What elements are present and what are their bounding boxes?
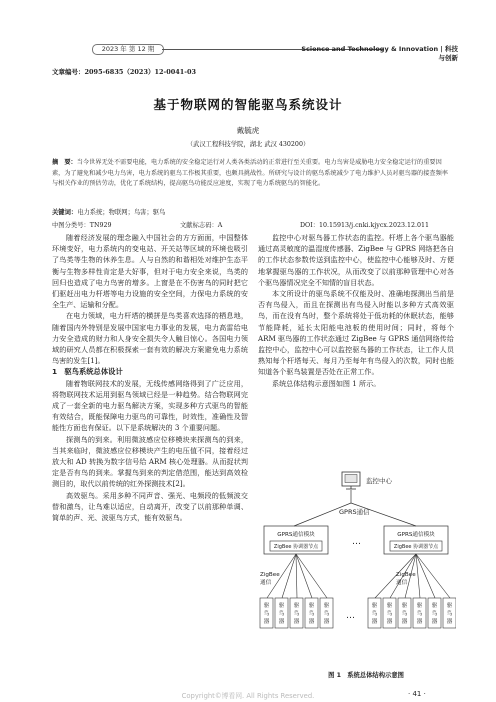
section-heading: 1 驱鸟系统总体设计 xyxy=(52,367,123,377)
body-paragraph: 本文所设计的驱鸟系统不仅能及时、准确地探测出当前是否有鸟侵入，而且在探测出有鸟侵入时能以多种方式高效驱鸟，而在没有鸟时，整个系统将处于低功耗的休眠状态，能够节能降耗，延长太阳能电池板的使用时间；同时，将每个 ARM 驱鸟器的工作状态通过 ZigBee 与 GPRS 通信网络传给监控中心，监控中心可以监控驱鸟器的工作状态，让工作人员熟知每个杆塔每天、每月乃至每年有鸟侵入的次数，同时也能知道各个驱鸟装置是否处在正常工作。 xyxy=(258,289,454,377)
keywords-text: 电力系统；物联网；鸟害；驱鸟 xyxy=(77,209,166,216)
bird-repeller-label: 器 xyxy=(263,619,270,625)
bird-repeller-label: 驱 xyxy=(431,603,438,609)
bird-repeller-label: 器 xyxy=(371,619,378,625)
bird-repeller-label: 驱 xyxy=(263,603,270,609)
bird-repeller-label: 器 xyxy=(401,619,408,625)
bird-repeller-box xyxy=(260,598,273,628)
bird-repeller-label: 器 xyxy=(278,619,285,625)
bird-repeller-label: 鸟 xyxy=(323,611,330,617)
zigbee-coordinator-label: ZigBee 协调器节点 xyxy=(393,544,439,550)
body-paragraph: 随着物联网技术的发展，无线传感网络得到了广泛应用，将物联网技术运用到驱鸟领域已经是一种趋势。结合物联网完成了一套全新的电力驱鸟解决方案，实现多种方式驱鸟的智能有效结合，既能保障电力驱鸟的可靠性，时效性，准确性及智能性方面也有保证。以下是系统解决的 3 个重要问题。 xyxy=(52,378,248,433)
keywords-label: 关键词： xyxy=(52,209,78,216)
bird-repeller-devices xyxy=(260,598,456,628)
bird-repeller-label: 鸟 xyxy=(386,611,393,617)
abstract-text: 当今世界无处不需要电能，电力系统的安全稳定运行对人类各类活动的正常进行至关重要。电力鸟害是威胁电力安全稳定运行的重要因素，为了避免和减少电力鸟害，电力系统的驱鸟工作极其重要，也颇具挑战性。所研究与设计的驱鸟系统减少了电力维护人员对驱鸟器的接查频率与相关作业的预估劳动，优化了系统结构，提高驱鸟功能反应速度，实现了电力系统驱鸟的智能化。 xyxy=(52,159,448,188)
zigbee-coordinator-label: ZigBee 协调器节点 xyxy=(273,544,319,550)
node-group-right xyxy=(384,526,448,554)
body-paragraph: 系统总体结构示意图如图 1 所示。 xyxy=(272,378,381,388)
bird-repeller-label: 器 xyxy=(431,619,438,625)
author-name: 戴毓虎 xyxy=(236,126,260,135)
issue-badge: 2023 年 第 12 期 xyxy=(92,44,164,55)
gprs-module-label: GPRS通信模块 xyxy=(397,532,435,538)
bird-repeller-label: 鸟 xyxy=(431,611,438,617)
body-paragraph: 高效驱鸟。采用多种不同声音、强光、电频段的低频波交替和激鸟，让鸟难以适应，自动离开，改变了以前那种单调、简单的声、光、波驱鸟方式，能有效驱鸟。 xyxy=(52,490,248,523)
gprs-label: GPRS通信 xyxy=(339,508,370,516)
document-code: 文献标志码：A xyxy=(180,222,223,229)
bird-repeller-label: 器 xyxy=(446,619,453,625)
bird-repeller-label: 驱 xyxy=(293,603,300,609)
author-affiliation: （武汉工程科技学院，湖北 武汉 430200） xyxy=(186,141,310,148)
bird-repeller-label: 器 xyxy=(416,619,423,625)
bird-repeller-box xyxy=(320,598,333,628)
bird-repeller-box xyxy=(383,598,396,628)
body-paragraph: 随着经济发展的理念融入中国社会的方方面面，中国整体环境变好，电力系统内的变电站、开关站等区域的环境也吸引了鸟类等生物的休养生息。人与自然的和谐相处对维护生态平衡与生物多样性肯定是大好事，但对于电力安全来说，鸟类的回归也造成了电力鸟害的增多。上窗是在不伤害鸟的同时把它们驱赶出电力杆塔等电力设施的安全空间，力保电力系统的安全生产、运输和分配。 xyxy=(52,233,248,310)
bird-repeller-label: 鸟 xyxy=(371,611,378,617)
bird-repeller-box xyxy=(290,598,303,628)
bird-repeller-label: 鸟 xyxy=(293,611,300,617)
clc-number: 中图分类号：TN929 xyxy=(52,222,112,229)
bird-repeller-box xyxy=(368,598,381,628)
bird-repeller-label: 驱 xyxy=(371,603,378,609)
ellipsis: … xyxy=(346,611,355,621)
bird-repeller-box xyxy=(443,598,456,628)
abstract-label: 摘 要： xyxy=(52,159,77,166)
bird-repeller-box xyxy=(413,598,426,628)
bird-repeller-label: 鸟 xyxy=(308,611,315,617)
abstract xyxy=(52,158,454,190)
monitor-center-label: 监控中心 xyxy=(366,477,392,485)
bird-repeller-label: 鸟 xyxy=(446,611,453,617)
bird-repeller-box xyxy=(305,598,318,628)
body-paragraph: 在电力领域，电力杆塔的横拼是鸟类喜欢选择的栖息地，随着国内外特别是发展中国家电力事业的发展，电力高雷给电力安全造成的财力和人身安全损失令人触目惊心。各国电力领域的研究人员都在积极探索一套有效的解决方案避免电力系统鸟害的发生[1]。 xyxy=(52,311,248,366)
body-paragraph: 监控中心对驱鸟器工作状态的监控。杆塔上各个驱鸟器能通过高灵敏度的温湿度传感器、ZigBee 与 GPRS 网络把各自的工作状态参数传送到监控中心，使监控中心能够及时、方便地掌握驱鸟器的工作状况，从而改变了以前那种管理中心对各个驱鸟器情况完全不知情的盲目状态。 xyxy=(258,233,454,287)
system-structure-diagram xyxy=(256,468,456,668)
zigbee-links xyxy=(267,554,450,598)
bird-repeller-box xyxy=(398,598,411,628)
page-number: · 41 · xyxy=(408,690,426,698)
bird-repeller-label: 鸟 xyxy=(416,611,423,617)
gprs-module-label: GPRS通信模块 xyxy=(277,532,315,538)
copyright-watermark: Copyright©博看网. All Rights Reserved. xyxy=(181,692,315,700)
bird-repeller-label: 器 xyxy=(293,619,300,625)
bird-repeller-label: 驱 xyxy=(323,603,330,609)
article-number: 文章编号：2095-6835（2023）12-0041-03 xyxy=(52,68,197,76)
bird-repeller-label: 驱 xyxy=(416,603,423,609)
bird-repeller-label: 鸟 xyxy=(401,611,408,617)
right-column xyxy=(258,232,454,389)
zigbee-comm-label: ZigBee xyxy=(396,572,416,578)
zigbee-comm-label: ZigBee xyxy=(260,572,280,578)
figure-caption: 图 1 系统总体结构示意图 xyxy=(328,672,404,679)
bird-repeller-label: 器 xyxy=(308,619,315,625)
zigbee-comm-label: 通信 xyxy=(396,580,408,586)
zigbee-comm-label: 通信 xyxy=(260,580,272,586)
journal-name: Science and Technology & Innovation | 科技与创新 xyxy=(301,45,458,62)
bird-repeller-box xyxy=(275,598,288,628)
bird-repeller-label: 驱 xyxy=(308,603,315,609)
ellipsis: … xyxy=(352,537,361,547)
bird-repeller-label: 器 xyxy=(386,619,393,625)
bird-repeller-label: 驱 xyxy=(278,603,285,609)
doi: DOI：10.15913/j.cnki.kjycx.2023.12.011 xyxy=(300,222,429,229)
body-paragraph: 探测鸟的到来。利用微波感应位移模块来探测鸟的到来，当其来临时，微波感应位移模块产生的电压值不同，接着经过放大和 AD 转换为数字信号给 ARM 核心处理器。从而捉状判定是否有鸟的到来。掌握鸟到来的判定借范围，能达到高效检测目的，取代以前传统的红外探测技术[2]。 xyxy=(52,434,248,489)
left-column xyxy=(52,232,248,523)
bird-repeller-label: 驱 xyxy=(386,603,393,609)
paper-title: 基于物联网的智能驱鸟系统设计 xyxy=(153,97,343,112)
keywords xyxy=(52,207,165,216)
bird-repeller-box xyxy=(428,598,441,628)
bird-repeller-label: 器 xyxy=(323,619,330,625)
node-group-left xyxy=(264,526,328,554)
bird-repeller-label: 鸟 xyxy=(278,611,285,617)
bird-repeller-label: 驱 xyxy=(446,603,453,609)
monitor-center-node xyxy=(342,472,393,489)
bird-repeller-label: 鸟 xyxy=(263,611,270,617)
bird-repeller-label: 驱 xyxy=(401,603,408,609)
